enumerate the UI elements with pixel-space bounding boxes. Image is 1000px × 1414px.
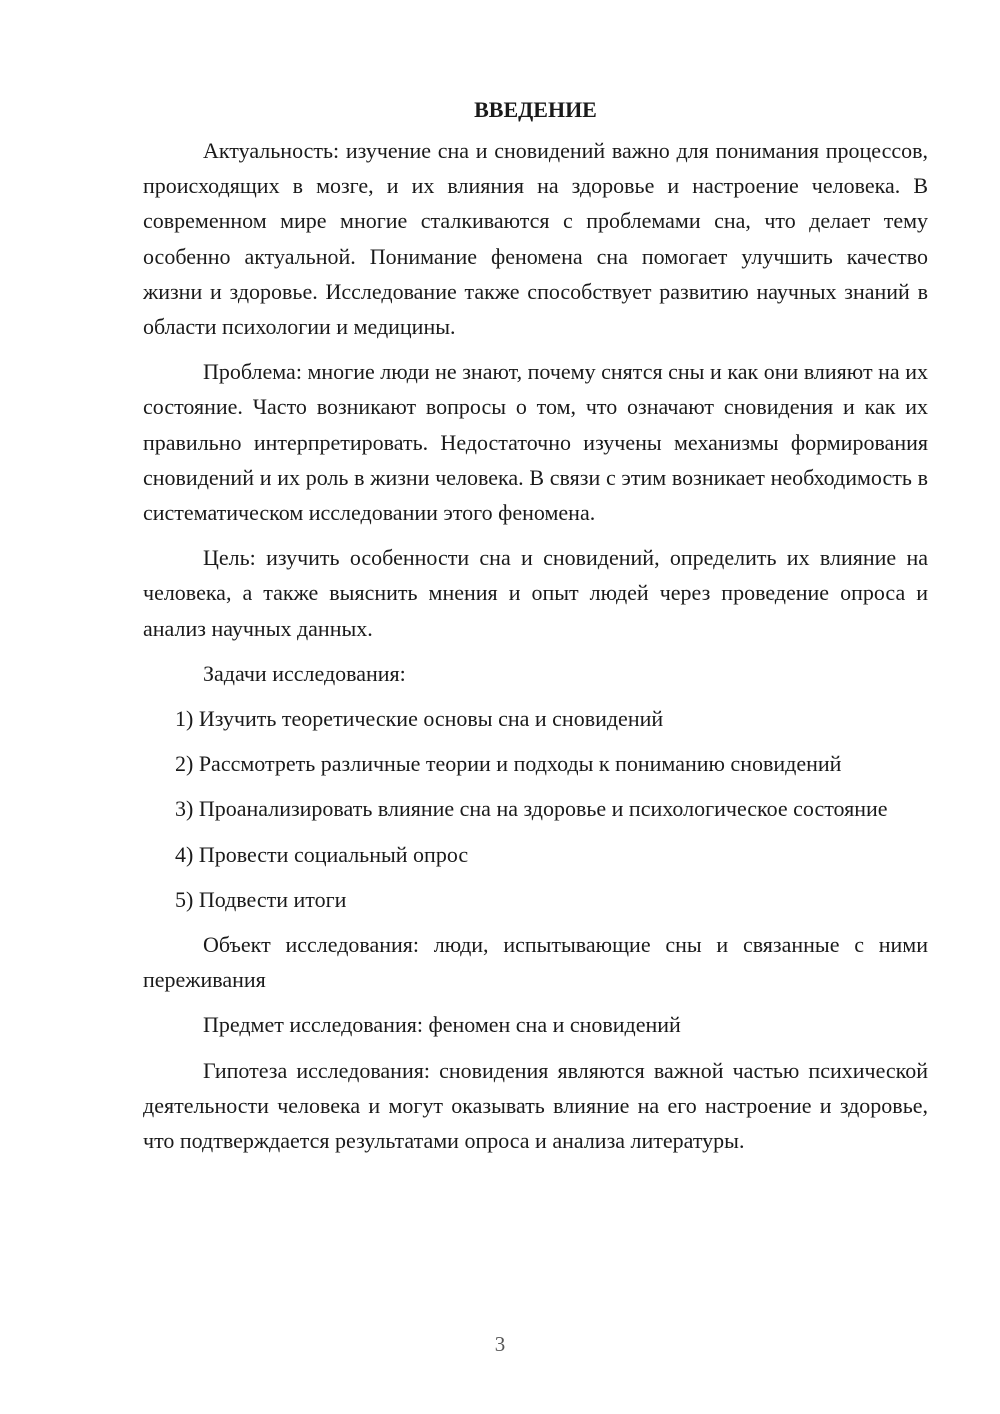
task-item-5: 5) Подвести итоги (175, 886, 347, 912)
object-paragraph: Объект исследования: люди, испытывающие сны и связанные с ними переживания (143, 932, 928, 993)
relevance-paragraph: Актуальность: изучение сна и сновидений важно для понимания процессов, происходящих в мозге, и их влияния на здоровье и настроение человека. В современном мире многие сталкиваются с проблемами сна, что делает тему особенно актуальной. Понимание феномена сна помогает улучшить качество жизни и здоровье. Исследование также способствует развитию научных знаний в области психологии и медицины. (143, 138, 928, 340)
subject-paragraph: Предмет исследования: феномен сна и сновидений (203, 1012, 681, 1038)
problem-paragraph: Проблема: многие люди не знают, почему снятся сны и как они влияют на их состояние. Часто возникают вопросы о том, что означают сновидения и как их правильно интерпретировать. Недостаточно изучены механизмы формирования сновидений и их роль в жизни человека. В связи с этим возникает необходимость в систематическом исследовании этого феномена. (143, 359, 928, 526)
task-item-2: 2) Рассмотреть различные теории и подходы к пониманию сновидений (175, 751, 842, 777)
tasks-heading: Задачи исследования: (203, 660, 406, 686)
task-item-1: 1) Изучить теоретические основы сна и сновидений (175, 706, 664, 732)
document-page (143, 92, 928, 1168)
task-item-3: 3) Проанализировать влияние сна на здоровье и психологическое состояние (175, 796, 888, 822)
page-title: ВВЕДЕНИЕ (474, 97, 597, 122)
goal-paragraph: Цель: изучить особенности сна и сновидений, определить их влияние на человека, а также выяснить мнения и опыт людей через проведение опроса и анализ научных данных. (143, 545, 928, 641)
hypothesis-paragraph: Гипотеза исследования: сновидения являются важной частью психической деятельности человека и могут оказывать влияние на его настроение и здоровье, что подтверждается результатами опроса и анализа литературы. (143, 1057, 928, 1154)
page-number: 3 (494, 1332, 506, 1356)
task-item-4: 4) Провести социальный опрос (175, 841, 469, 867)
